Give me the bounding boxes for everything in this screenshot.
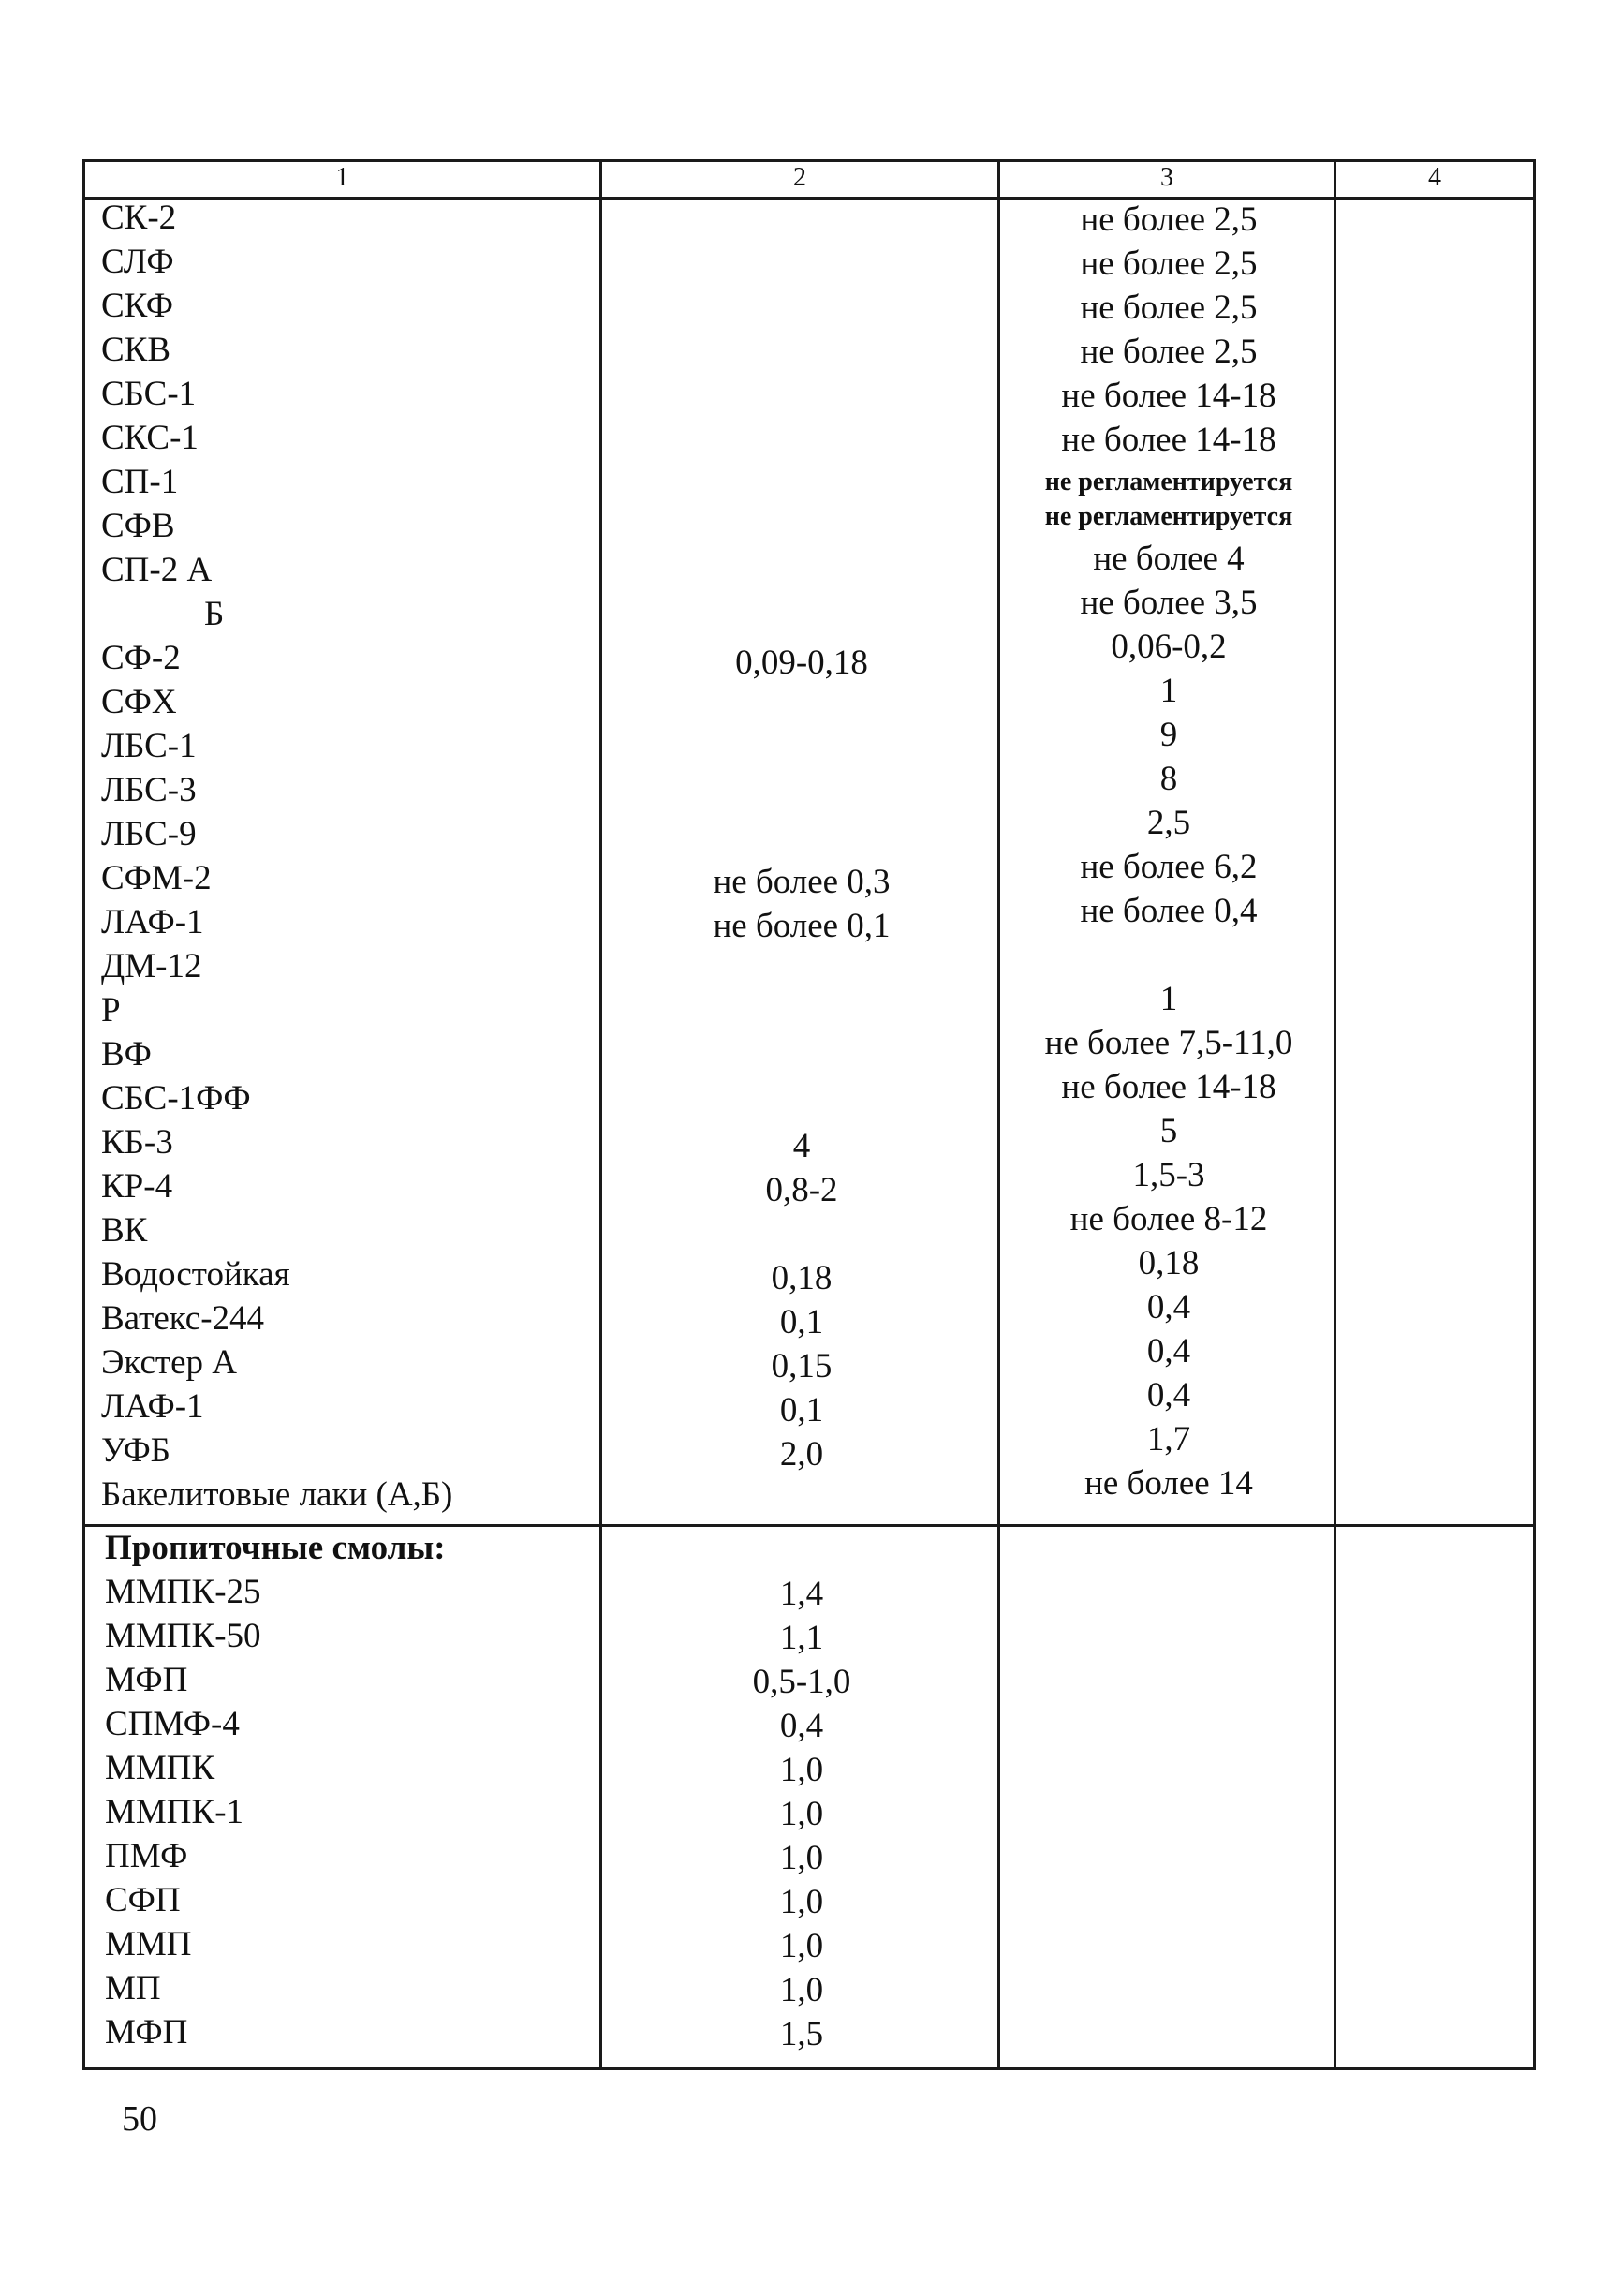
column3-value: не более 14-18	[1061, 1068, 1276, 1106]
column3-value: не более 3,5	[1080, 584, 1258, 622]
material-name: СЛФ	[101, 243, 174, 281]
column2-value: 1,0	[779, 1751, 824, 1789]
material-name: КР-4	[101, 1167, 173, 1206]
column3-value: 1,5-3	[1132, 1156, 1205, 1194]
material-name: Ватекс-244	[101, 1299, 265, 1338]
column2-value: 1,0	[779, 1883, 824, 1921]
material-name: СБС-1	[101, 375, 197, 413]
column2-value: 1,0	[779, 1927, 824, 1965]
column-header-1: 1	[335, 163, 349, 192]
column2-value: 0,5-1,0	[752, 1663, 851, 1701]
material-name: Бакелитовые лаки (А,Б)	[101, 1475, 453, 1514]
column2-value: 1,5	[779, 2015, 824, 2053]
material-name: СКВ	[101, 331, 171, 369]
material-name: ДМ-12	[101, 947, 202, 985]
column2-value: 4	[792, 1127, 811, 1165]
material-name: СФ-2	[101, 639, 181, 677]
page-number: 50	[122, 2099, 157, 2139]
material-name: СКФ	[101, 287, 173, 325]
column2-value: 0,09-0,18	[735, 644, 868, 682]
material-name: Р	[101, 991, 121, 1029]
resin-name: СФП	[105, 1881, 181, 1919]
column3-value: не более 14-18	[1061, 421, 1276, 459]
column3-value: 8	[1159, 760, 1178, 798]
column3-value: 0,4	[1146, 1288, 1191, 1326]
material-name: ВК	[101, 1211, 148, 1250]
material-name: ЛБС-1	[101, 727, 197, 765]
column3-value: 9	[1159, 716, 1178, 754]
material-name: ВФ	[101, 1035, 152, 1074]
column3-value: 0,4	[1146, 1332, 1191, 1370]
material-name: Водостойкая	[101, 1255, 290, 1294]
material-name: УФБ	[101, 1431, 170, 1470]
column3-value: не более 14-18	[1061, 377, 1276, 415]
column3-value: не более 2,5	[1080, 200, 1258, 239]
column3-value: не регламентируется	[1044, 467, 1293, 496]
material-name: СФМ-2	[101, 859, 212, 897]
column3-value: 1	[1159, 672, 1178, 710]
resin-name: МФП	[105, 2013, 188, 2052]
material-name: СФХ	[101, 683, 177, 721]
column3-value: 0,06-0,2	[1111, 628, 1227, 666]
material-name: КБ-3	[101, 1123, 173, 1162]
material-name: СБС-1ФФ	[101, 1079, 251, 1118]
resin-name: ММП	[105, 1925, 192, 1963]
column2-value: 1,0	[779, 1971, 824, 2009]
material-name: ЛБС-3	[101, 771, 197, 809]
column3-value: не более 2,5	[1080, 333, 1258, 371]
section-heading: Пропиточные смолы:	[105, 1529, 446, 1567]
material-name: ЛАФ-1	[101, 1387, 204, 1426]
column3-value: не более 2,5	[1080, 244, 1258, 283]
column-divider-1-2	[599, 159, 602, 2070]
material-name: ЛАФ-1	[101, 903, 204, 941]
column2-value: 1,0	[779, 1839, 824, 1877]
column2-value: 0,18	[771, 1259, 833, 1297]
column2-value: 0,1	[779, 1391, 824, 1429]
resin-name: СПМФ-4	[105, 1705, 240, 1743]
column2-value: 0,15	[771, 1347, 833, 1385]
material-name: ЛБС-9	[101, 815, 197, 853]
material-name: СФВ	[101, 507, 175, 545]
column3-value: не более 4	[1093, 540, 1245, 578]
material-name: СП-1	[101, 463, 179, 501]
resin-name: ММПК-50	[105, 1617, 261, 1655]
column2-value: 0,4	[779, 1707, 824, 1745]
material-name: СК-2	[101, 199, 177, 237]
column2-value: 0,8-2	[765, 1171, 838, 1209]
column-divider-3-4	[1334, 159, 1336, 2070]
column3-value: не более 6,2	[1080, 848, 1258, 886]
column-header-3: 3	[1160, 163, 1173, 192]
column3-value: 1	[1159, 980, 1178, 1018]
material-name: Экстер А	[101, 1343, 237, 1382]
material-name: СКС-1	[101, 419, 199, 457]
resin-name: ММПК-1	[105, 1793, 244, 1831]
column3-value: 2,5	[1146, 804, 1191, 842]
column3-value: не более 7,5-11,0	[1044, 1024, 1293, 1062]
resin-name: МФП	[105, 1661, 188, 1699]
column2-value: не более 0,1	[713, 907, 891, 945]
column3-value: 1,7	[1146, 1420, 1191, 1459]
column3-value: не более 14	[1084, 1464, 1253, 1503]
resin-name: ММПК-25	[105, 1573, 261, 1611]
resin-name: МП	[105, 1969, 161, 2007]
column2-value: 1,1	[779, 1619, 824, 1657]
column2-value: не более 0,3	[713, 863, 891, 901]
column3-value: 5	[1159, 1112, 1178, 1150]
material-name: Б	[204, 595, 225, 633]
column2-value: 1,4	[779, 1575, 824, 1613]
column-divider-2-3	[997, 159, 1000, 2070]
column3-value: не регламентируется	[1044, 502, 1293, 531]
column3-value: 0,4	[1146, 1376, 1191, 1415]
column3-value: 0,18	[1138, 1244, 1200, 1282]
material-name: СП-2 А	[101, 551, 213, 589]
column3-value: не более 2,5	[1080, 289, 1258, 327]
column2-value: 1,0	[779, 1795, 824, 1833]
column3-value: не более 8-12	[1069, 1200, 1268, 1238]
resin-name: ПМФ	[105, 1837, 188, 1875]
column3-value: не более 0,4	[1080, 892, 1258, 930]
column-header-2: 2	[793, 163, 806, 192]
column2-value: 0,1	[779, 1303, 824, 1341]
resin-name: ММПК	[105, 1749, 215, 1787]
column-header-4: 4	[1428, 163, 1441, 192]
column2-value: 2,0	[779, 1435, 824, 1474]
